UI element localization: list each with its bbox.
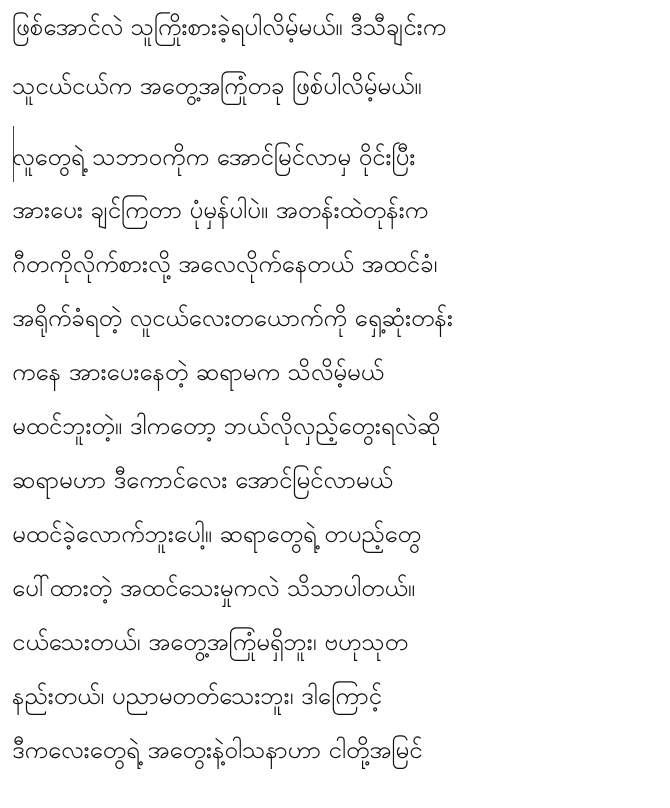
text-line: ငယ်သေးတယ်၊ အတွေ့အကြုံမရှိဘူး၊ ဗဟုသုတ [12, 628, 408, 656]
text-line: မထင်ဘူးတဲ့။ ဒါကတော့ ဘယ်လိုလှည့်တွေးရလဲဆို [12, 412, 441, 440]
text-line: မထင်ခဲ့လောက်ဘူးပေါ့။ ဆရာတွေရဲ့ တပည့်တွေ [12, 520, 421, 548]
text-line: ဂီတကိုလိုက်စားလို့ အလေလိုက်နေတယ် အထင်ခံ၊ [12, 250, 438, 278]
text-line: ဒီကလေးတွေရဲ့ အတွေးနဲ့ဝါသနာဟာ ငါတို့အမြင် [12, 736, 423, 764]
text-line: အရိုက်ခံရတဲ့ လူငယ်လေးတယောက်ကို ရှေ့ဆုံးတန်း [12, 304, 453, 332]
text-line: ဖြစ်အောင်လဲ သူကြိုးစားခဲ့ရပါလိမ့်မယ်။ ဒီသီချင်းက [12, 13, 447, 41]
text-line: လူတွေရဲ့ သဘာဝကိုက အောင်မြင်လာမှ ဝိုင်းပြီး [12, 143, 416, 171]
text-line: ဆရာမဟာ ဒီကောင်လေး အောင်မြင်လာမယ် [12, 466, 393, 494]
text-line: ကနေ အားပေးနေတဲ့ ဆရာမက သိလိမ့်မယ် [12, 358, 384, 386]
text-line: သူငယ်ငယ်က အတွေ့အကြုံတခု ဖြစ်ပါလိမ့်မယ်။ [12, 72, 422, 100]
text-line: အားပေး ချင်ကြတာ ပုံမှန်ပါပဲ။ အတန်းထဲတုန်းက [12, 196, 429, 224]
text-line: နည်းတယ်၊ ပညာမတတ်သေးဘူး၊ ဒါကြောင့် [12, 682, 382, 710]
text-line: ပေါ်ထားတဲ့ အထင်သေးမှုကလဲ သိသာပါတယ်။ [12, 574, 416, 602]
